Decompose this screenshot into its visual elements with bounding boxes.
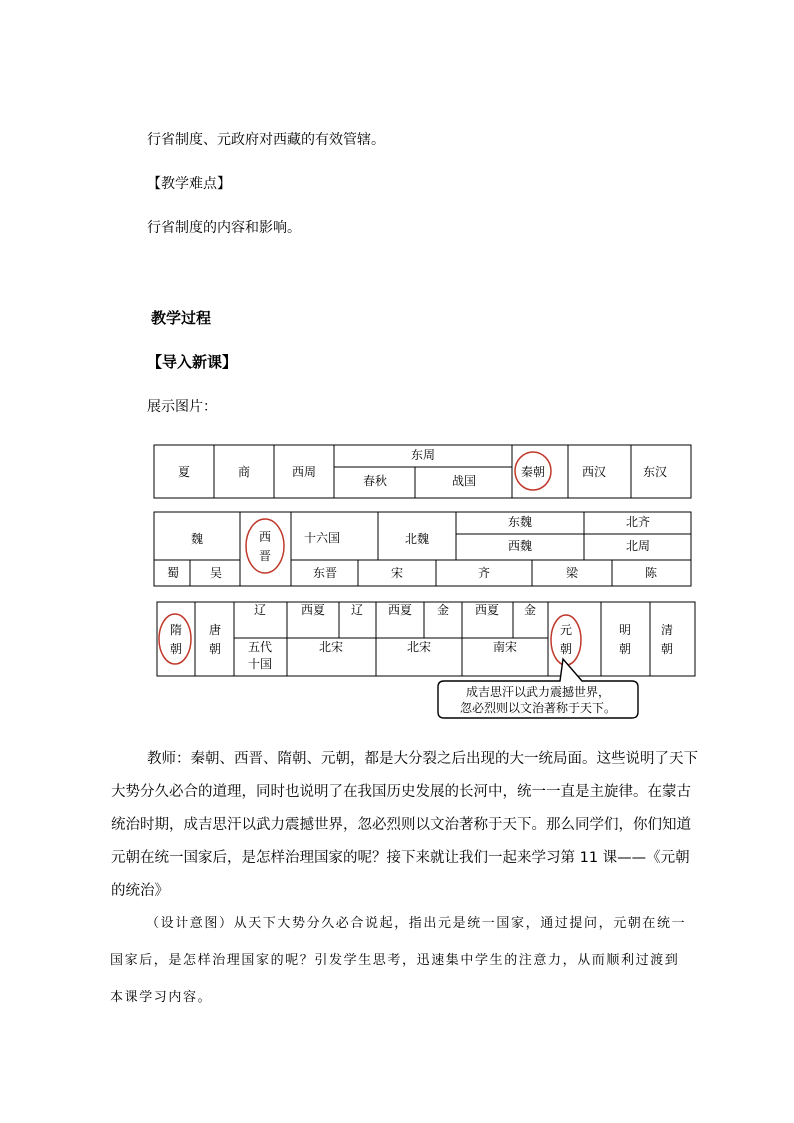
cell-beiwei: 北魏 [404,532,430,546]
cell-beizhou: 北周 [625,539,651,553]
cell-xizhou: 西周 [291,465,317,479]
cell-ming-2: 朝 [618,642,632,656]
show-pictures-label: 展示图片： [147,399,217,415]
cell-wu: 吴 [209,566,223,580]
design-line-3: 本课学习内容。 [110,990,213,1005]
cell-wudai-1: 五代 [247,640,273,654]
cell-xijin-2: 晋 [258,549,272,563]
sui-highlight-circle [159,614,191,664]
cell-liang: 梁 [565,566,579,580]
cell-chen: 陈 [644,566,658,580]
cell-wudai-2: 十国 [247,657,273,671]
teacher-line-3: 统治时期，成吉思汗以武力震撼世界，忽必烈则以文治著称于天下。那么同学们，你们知道 [111,817,691,833]
cell-zhanguo: 战国 [451,474,477,488]
cell-yuan-2: 朝 [559,642,573,656]
cell-beisong-2: 北宋 [406,640,432,654]
xijin-highlight-circle [246,519,284,573]
cell-dongwei: 东魏 [507,515,533,529]
cell-xijin-1: 西 [258,530,272,544]
teacher-line-5: 的统治》 [111,883,169,899]
cell-beiqi: 北齐 [625,515,651,529]
cell-shu: 蜀 [166,566,180,580]
cell-qin: 秦朝 [520,465,546,479]
callout-line-2: 忽必烈则以文治著称于天下。 [459,701,617,715]
cell-nansong: 南宋 [492,640,518,654]
design-line-2: 国家后，是怎样治理国家的呢？引发学生思考，迅速集中学生的注意力，从而顺利过渡到 [110,953,680,968]
teacher-line-4: 元朝在统一国家后，是怎样治理国家的呢？接下来就让我们一起来学习第 11 课——《元朝 [111,850,690,866]
cell-song: 宋 [390,566,404,580]
teacher-line-2: 大势分久必合的道理，同时也说明了在我国历史发展的长河中，统一一直是主旋律。在蒙古 [111,784,691,800]
cell-xiwei: 西魏 [507,539,533,553]
cell-sui-1: 隋 [169,623,183,637]
cell-xixia-1: 西夏 [300,603,326,617]
cell-yuan-1: 元 [559,623,573,637]
difficulty-text: 行省制度的内容和影响。 [147,220,301,236]
intro-heading: 【导入新课】 [147,353,238,371]
cell-xihan: 西汉 [581,465,607,479]
teaching-focus-line: 行省制度、元政府对西藏的有效管辖。 [147,132,385,148]
callout-line-1: 成吉思汗以武力震撼世界， [465,685,611,699]
cell-chunqiu: 春秋 [362,474,388,488]
cell-shiliuguo: 十六国 [303,531,341,545]
cell-jin-2: 金 [523,603,537,617]
cell-liao-1: 辽 [253,603,267,617]
cell-tang-2: 朝 [208,642,222,656]
design-intent-paragraph [110,905,690,1016]
process-heading: 教学过程 [151,309,212,327]
cell-qi: 齐 [477,566,491,580]
cell-ming-1: 明 [618,623,632,637]
cell-wei: 魏 [190,532,204,546]
difficulty-heading: 【教学难点】 [147,176,231,192]
cell-beisong-1: 北宋 [318,640,344,654]
cell-qing-1: 清 [660,623,674,637]
cell-liao-2: 辽 [350,603,364,617]
cell-jin-1: 金 [436,603,450,617]
cell-qing-2: 朝 [660,642,674,656]
cell-xia: 夏 [177,465,191,479]
cell-xixia-3: 西夏 [474,603,500,617]
cell-shang: 商 [237,465,251,479]
cell-tang-1: 唐 [208,623,222,637]
cell-sui-2: 朝 [169,642,183,656]
cell-donghan: 东汉 [642,465,668,479]
cell-xixia-2: 西夏 [387,603,413,617]
teacher-paragraph [111,743,698,908]
design-line-1: （设计意图）从天下大势分久必合说起，指出元是统一国家，通过提问，元朝在统一 [146,916,687,931]
cell-dongzhou: 东周 [410,448,436,462]
cell-dongjin: 东晋 [312,566,338,580]
teacher-line-1: 教师：秦朝、西晋、隋朝、元朝，都是大分裂之后出现的大一统局面。这些说明了天下 [147,751,698,767]
